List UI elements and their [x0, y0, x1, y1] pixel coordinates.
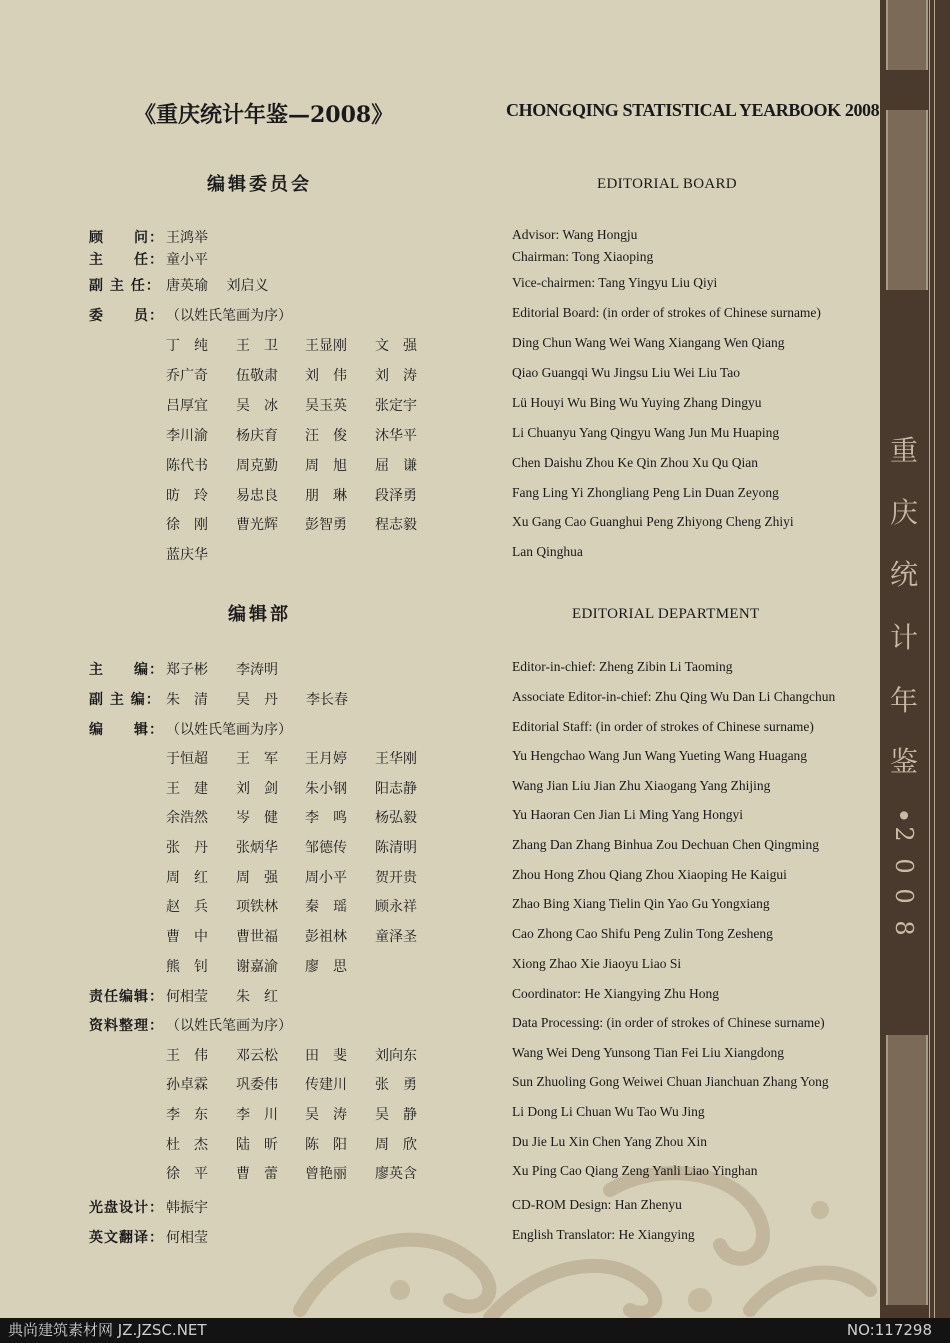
cdrom-label: 光盘设计： — [89, 1200, 164, 1216]
vertical-title-char: • — [895, 800, 913, 833]
processor-name: 杜 杰 — [166, 1137, 208, 1153]
staff-member-name: 陈清明 — [375, 840, 417, 856]
department-heading-cn: 编辑部 — [228, 604, 291, 625]
staff-member-name: 曹 中 — [166, 929, 208, 945]
staff-member-name: 曹世福 — [236, 929, 278, 945]
processor-name: 周 欣 — [375, 1137, 417, 1153]
processor-name: 徐 平 — [166, 1166, 208, 1182]
cdrom-value: 韩振宇 — [166, 1200, 208, 1216]
board-member-name: 李川渝 — [166, 428, 208, 444]
processor-name: 吴 涛 — [305, 1107, 347, 1123]
staff-member-name: 彭祖林 — [305, 929, 347, 945]
staff-member-name: 杨弘毅 — [375, 810, 417, 826]
band-pattern — [886, 110, 928, 290]
board-member-name: 吴玉英 — [305, 398, 347, 414]
board-member-name: 乔广奇 — [166, 368, 208, 384]
translator-label: 英文翻译： — [89, 1230, 164, 1246]
data_processing-en: Data Processing: (in order of strokes of Chinese surname) — [512, 1015, 825, 1030]
board-member-name: 彭智勇 — [305, 517, 347, 533]
watermark-bar — [0, 1318, 950, 1343]
processor-name: 孙卓霖 — [166, 1077, 208, 1093]
board-member-en: Lan Qinghua — [512, 544, 583, 559]
data_processing-label: 资料整理： — [89, 1018, 164, 1034]
processor-name: 李 东 — [166, 1107, 208, 1123]
cdrom-en: CD-ROM Design: Han Zhenyu — [512, 1197, 682, 1212]
processor-name: 邓云松 — [236, 1048, 278, 1064]
board-value: （以姓氏笔画为序） — [166, 308, 292, 324]
staff-member-en: Cao Zhong Cao Shifu Peng Zulin Tong Zesheng — [512, 926, 773, 941]
processor-name: 吴 静 — [375, 1107, 417, 1123]
board-member-name: 程志毅 — [375, 517, 417, 533]
board-label: 委 员： — [89, 308, 164, 324]
board-label: 顾 问： — [89, 230, 164, 246]
board-heading-cn: 编辑委员会 — [207, 174, 312, 195]
board-label: 副 主 任： — [89, 278, 161, 294]
board-label: 主 任： — [89, 252, 164, 268]
band-line — [929, 0, 930, 1318]
staff-member-name: 顾永祥 — [375, 899, 417, 915]
staff-member-en: Yu Haoran Cen Jian Li Ming Yang Hongyi — [512, 807, 743, 822]
board-member-name: 曹光辉 — [236, 517, 278, 533]
board-heading-en: EDITORIAL BOARD — [597, 176, 737, 192]
department-heading-en: EDITORIAL DEPARTMENT — [572, 606, 760, 622]
board-member-name: 周克勤 — [236, 458, 278, 474]
staff-member-name: 周小平 — [305, 870, 347, 886]
band-line — [934, 0, 935, 1318]
board-member-en: Ding Chun Wang Wei Wang Xiangang Wen Qiang — [512, 335, 785, 350]
board-member-name: 屈 谦 — [375, 458, 417, 474]
department-en: Editor-in-chief: Zheng Zibin Li Taoming — [512, 659, 733, 674]
board-member-name: 吴 冰 — [236, 398, 278, 414]
staff-member-en: Xiong Zhao Xie Jiaoyu Liao Si — [512, 956, 682, 971]
staff-member-en: Yu Hengchao Wang Jun Wang Yueting Wang Huagang — [512, 748, 808, 763]
vertical-title-char: 鉴 — [889, 745, 918, 778]
board-member-name: 吕厚宜 — [166, 398, 208, 414]
board-member-name: 朋 琳 — [305, 488, 347, 504]
processor-en: Xu Ping Cao Qiang Zeng Yanli Liao Yinghan — [512, 1163, 758, 1178]
board-member-en: Fang Ling Yi Zhongliang Peng Lin Duan Zeyong — [512, 485, 779, 500]
staff-member-name: 童泽圣 — [375, 929, 417, 945]
translator-value: 何相莹 — [166, 1230, 208, 1246]
board-en: Editorial Board: (in order of strokes of Chinese surname) — [512, 305, 821, 320]
processor-name: 李 川 — [236, 1107, 278, 1123]
staff-member-name: 赵 兵 — [166, 899, 208, 915]
board-member-name: 刘 伟 — [305, 368, 347, 384]
staff-member-name: 于恒超 — [166, 751, 208, 767]
vertical-title-char: 2 — [890, 826, 918, 842]
staff-member-name: 周 红 — [166, 870, 208, 886]
board-member-name: 王 卫 — [236, 338, 278, 354]
department-en: Editorial Staff: (in order of strokes of Chinese surname) — [512, 719, 814, 734]
vertical-title-char: 计 — [889, 621, 918, 654]
department-label: 主 编： — [89, 662, 164, 678]
staff-member-name: 张炳华 — [236, 840, 278, 856]
board-value: 王鸿举 — [166, 230, 208, 246]
board-member-en: Qiao Guangqi Wu Jingsu Liu Wei Liu Tao — [512, 365, 741, 380]
board-member-name: 蓝庆华 — [166, 547, 208, 563]
board-member-name: 易忠良 — [236, 488, 278, 504]
staff-member-name: 熊 钊 — [166, 959, 208, 975]
processor-en: Wang Wei Deng Yunsong Tian Fei Liu Xiangdong — [512, 1045, 784, 1060]
staff-member-name: 贺开贵 — [375, 870, 417, 886]
staff-member-name: 项铁林 — [236, 899, 278, 915]
staff-member-name: 刘 剑 — [236, 781, 278, 797]
staff-member-en: Zhou Hong Zhou Qiang Zhou Xiaoping He Kaigui — [512, 867, 787, 882]
band-pattern — [886, 1035, 928, 1305]
staff-member-en: Zhao Bing Xiang Tielin Qin Yao Gu Yongxiang — [512, 896, 770, 911]
staff-member-en: Wang Jian Liu Jian Zhu Xiaogang Yang Zhijing — [512, 778, 771, 793]
vertical-title-char: 0 — [890, 858, 918, 874]
processor-name: 田 斐 — [305, 1048, 347, 1064]
watermark-site: 典尚建筑素材网 JZ.JZSC.NET — [8, 1321, 207, 1339]
processor-name: 陆 昕 — [236, 1137, 278, 1153]
staff-member-name: 岑 健 — [236, 810, 278, 826]
processor-en: Sun Zhuoling Gong Weiwei Chuan Jianchuan Zhang Yong — [512, 1074, 829, 1089]
board-member-en: Li Chuanyu Yang Qingyu Wang Jun Mu Huaping — [512, 425, 780, 440]
board-member-name: 丁 纯 — [166, 338, 208, 354]
board-member-name: 杨庆育 — [236, 428, 278, 444]
board-member-name: 昉 玲 — [166, 488, 208, 504]
board-member-name: 周 旭 — [305, 458, 347, 474]
translator-en: English Translator: He Xiangying — [512, 1227, 695, 1242]
staff-member-name: 王 建 — [166, 781, 208, 797]
board-member-name: 王显刚 — [305, 338, 347, 354]
staff-member-name: 王月婷 — [305, 751, 347, 767]
board-en: Advisor: Wang Hongju — [512, 227, 638, 242]
vertical-title-char: 8 — [890, 920, 918, 936]
department-value: （以姓氏笔画为序） — [166, 722, 292, 738]
vertical-title-char: 年 — [889, 684, 918, 717]
board-member-name: 段泽勇 — [375, 488, 417, 504]
board-member-en: Lü Houyi Wu Bing Wu Yuying Zhang Dingyu — [512, 395, 762, 410]
cn-title: 《重庆统计年鉴—2008》 — [134, 102, 394, 128]
processor-name: 巩委伟 — [236, 1077, 278, 1093]
vertical-title-char: 庆 — [889, 496, 918, 529]
staff-member-name: 周 强 — [236, 870, 278, 886]
processor-name: 廖英含 — [375, 1166, 417, 1182]
processor-name: 张 勇 — [375, 1077, 417, 1093]
processor-name: 曹 蕾 — [236, 1166, 278, 1182]
staff-member-name: 王 军 — [236, 751, 278, 767]
processor-en: Du Jie Lu Xin Chen Yang Zhou Xin — [512, 1134, 707, 1149]
processor-name: 传建川 — [305, 1077, 347, 1093]
board-member-name: 汪 俊 — [305, 428, 347, 444]
vertical-title-char: 0 — [890, 888, 918, 904]
watermark-number: NO:117298 — [846, 1321, 932, 1339]
data_processing-value: （以姓氏笔画为序） — [166, 1018, 292, 1034]
department-label: 副 主 编： — [89, 692, 161, 708]
board-en: Chairman: Tong Xiaoping — [512, 249, 654, 264]
board-member-name: 伍敬肃 — [236, 368, 278, 384]
board-value: 童小平 — [166, 252, 208, 268]
processor-name: 陈 阳 — [305, 1137, 347, 1153]
coordinator-label: 责任编辑： — [89, 989, 164, 1005]
processor-name: 王 伟 — [166, 1048, 208, 1064]
staff-member-en: Zhang Dan Zhang Binhua Zou Dechuan Chen Qingming — [512, 837, 820, 852]
processor-name: 刘向东 — [375, 1048, 417, 1064]
board-member-name: 沐华平 — [375, 428, 417, 444]
board-en: Vice-chairmen: Tang Yingyu Liu Qiyi — [512, 275, 718, 290]
department-value: 朱 清 吴 丹 李长春 — [166, 692, 348, 708]
staff-member-name: 谢嘉渝 — [236, 959, 278, 975]
department-en: Associate Editor-in-chief: Zhu Qing Wu Dan Li Changchun — [512, 689, 836, 704]
processor-name: 曾艳丽 — [305, 1166, 347, 1182]
vertical-title-char: 重 — [889, 434, 918, 467]
department-value: 郑子彬 李涛明 — [166, 662, 278, 678]
staff-member-name: 廖 思 — [305, 959, 347, 975]
board-member-name: 刘 涛 — [375, 368, 417, 384]
coordinator-value: 何相莹 朱 红 — [166, 989, 278, 1005]
board-value: 唐英瑜 刘启义 — [166, 278, 269, 294]
board-member-name: 文 强 — [375, 338, 417, 354]
staff-member-name: 余浩然 — [166, 810, 208, 826]
band-pattern — [886, 0, 928, 70]
board-member-en: Xu Gang Cao Guanghui Peng Zhiyong Cheng Zhiyi — [512, 514, 794, 529]
staff-member-name: 王华刚 — [375, 751, 417, 767]
board-member-en: Chen Daishu Zhou Ke Qin Zhou Xu Qu Qian — [512, 455, 758, 470]
board-member-name: 徐 刚 — [166, 517, 208, 533]
board-member-name: 张定宇 — [375, 398, 417, 414]
staff-member-name: 朱小钢 — [305, 781, 347, 797]
staff-member-name: 邹德传 — [305, 840, 347, 856]
en-title: CHONGQING STATISTICAL YEARBOOK 2008 — [506, 100, 880, 120]
department-label: 编 辑： — [89, 722, 164, 738]
coordinator-en: Coordinator: He Xiangying Zhu Hong — [512, 986, 719, 1001]
staff-member-name: 李 鸣 — [305, 810, 347, 826]
board-member-name: 陈代书 — [166, 458, 208, 474]
staff-member-name: 张 丹 — [166, 840, 208, 856]
vertical-title-char: 统 — [889, 558, 918, 591]
staff-member-name: 秦 瑶 — [305, 899, 347, 915]
processor-en: Li Dong Li Chuan Wu Tao Wu Jing — [512, 1104, 705, 1119]
staff-member-name: 阳志静 — [375, 781, 417, 797]
